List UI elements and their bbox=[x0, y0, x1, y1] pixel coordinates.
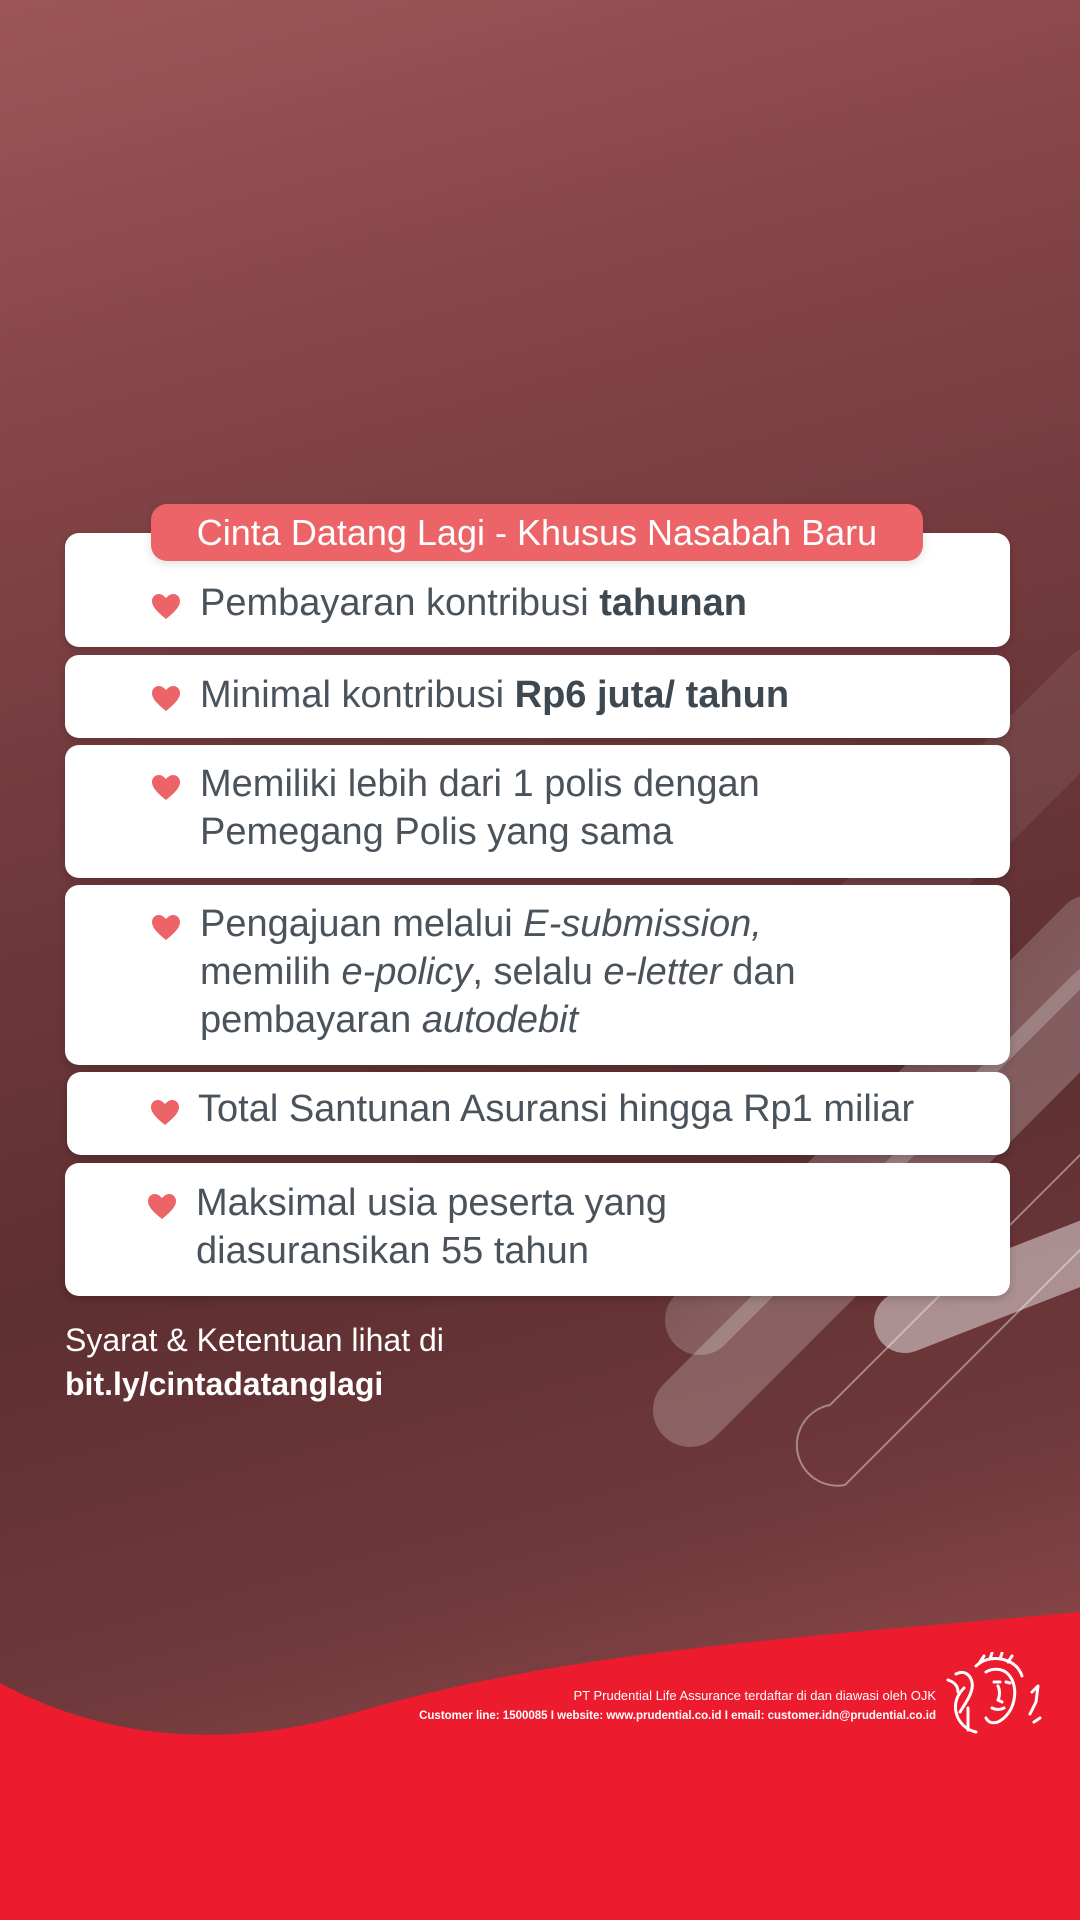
benefit-card-e-submission bbox=[65, 885, 1010, 1065]
heart-icon bbox=[152, 915, 180, 941]
benefit-card-multiple-policies bbox=[65, 745, 1010, 878]
benefit-text: Pembayaran kontribusi tahunan bbox=[200, 582, 747, 624]
footer-wave bbox=[0, 1612, 1080, 1920]
heart-icon bbox=[152, 686, 180, 712]
benefit-text: Memiliki lebih dari 1 polis dengan Pemegang Polis yang sama bbox=[200, 763, 760, 853]
benefit-text: Total Santunan Asuransi hingga Rp1 miliar bbox=[198, 1088, 915, 1130]
benefit-text: Maksimal usia peserta yang diasuransikan 55 tahun bbox=[196, 1182, 667, 1272]
benefit-text: Minimal kontribusi Rp6 juta/ tahun bbox=[200, 674, 790, 716]
benefit-text: Pengajuan melalui E-submission, memilih e-policy, selalu e-letter dan pembayaran autodebit bbox=[200, 903, 796, 1041]
heart-icon bbox=[152, 594, 180, 620]
benefit-card-min-contribution bbox=[65, 655, 1010, 738]
footer-disclaimer bbox=[419, 1686, 936, 1726]
footer-contact-line: Customer line: 1500085 I website: www.prudential.co.id I email: customer.idn@prudential.co.id bbox=[419, 1710, 936, 1722]
footer-company-line: PT Prudential Life Assurance terdaftar di dan diawasi oleh OJK bbox=[573, 1688, 936, 1703]
terms-and-conditions bbox=[65, 1318, 444, 1406]
benefit-card-max-age bbox=[65, 1163, 1010, 1296]
heart-icon bbox=[151, 1100, 179, 1126]
heart-icon bbox=[148, 1194, 176, 1220]
prudential-logo-icon bbox=[946, 1652, 1046, 1738]
promo-title-badge: Cinta Datang Lagi - Khusus Nasabah Baru bbox=[151, 504, 923, 561]
heart-icon bbox=[152, 775, 180, 801]
benefit-card-total-coverage bbox=[67, 1072, 1010, 1155]
terms-link[interactable]: bit.ly/cintadatanglagi bbox=[65, 1366, 384, 1402]
terms-label: Syarat & Ketentuan lihat di bbox=[65, 1322, 444, 1358]
